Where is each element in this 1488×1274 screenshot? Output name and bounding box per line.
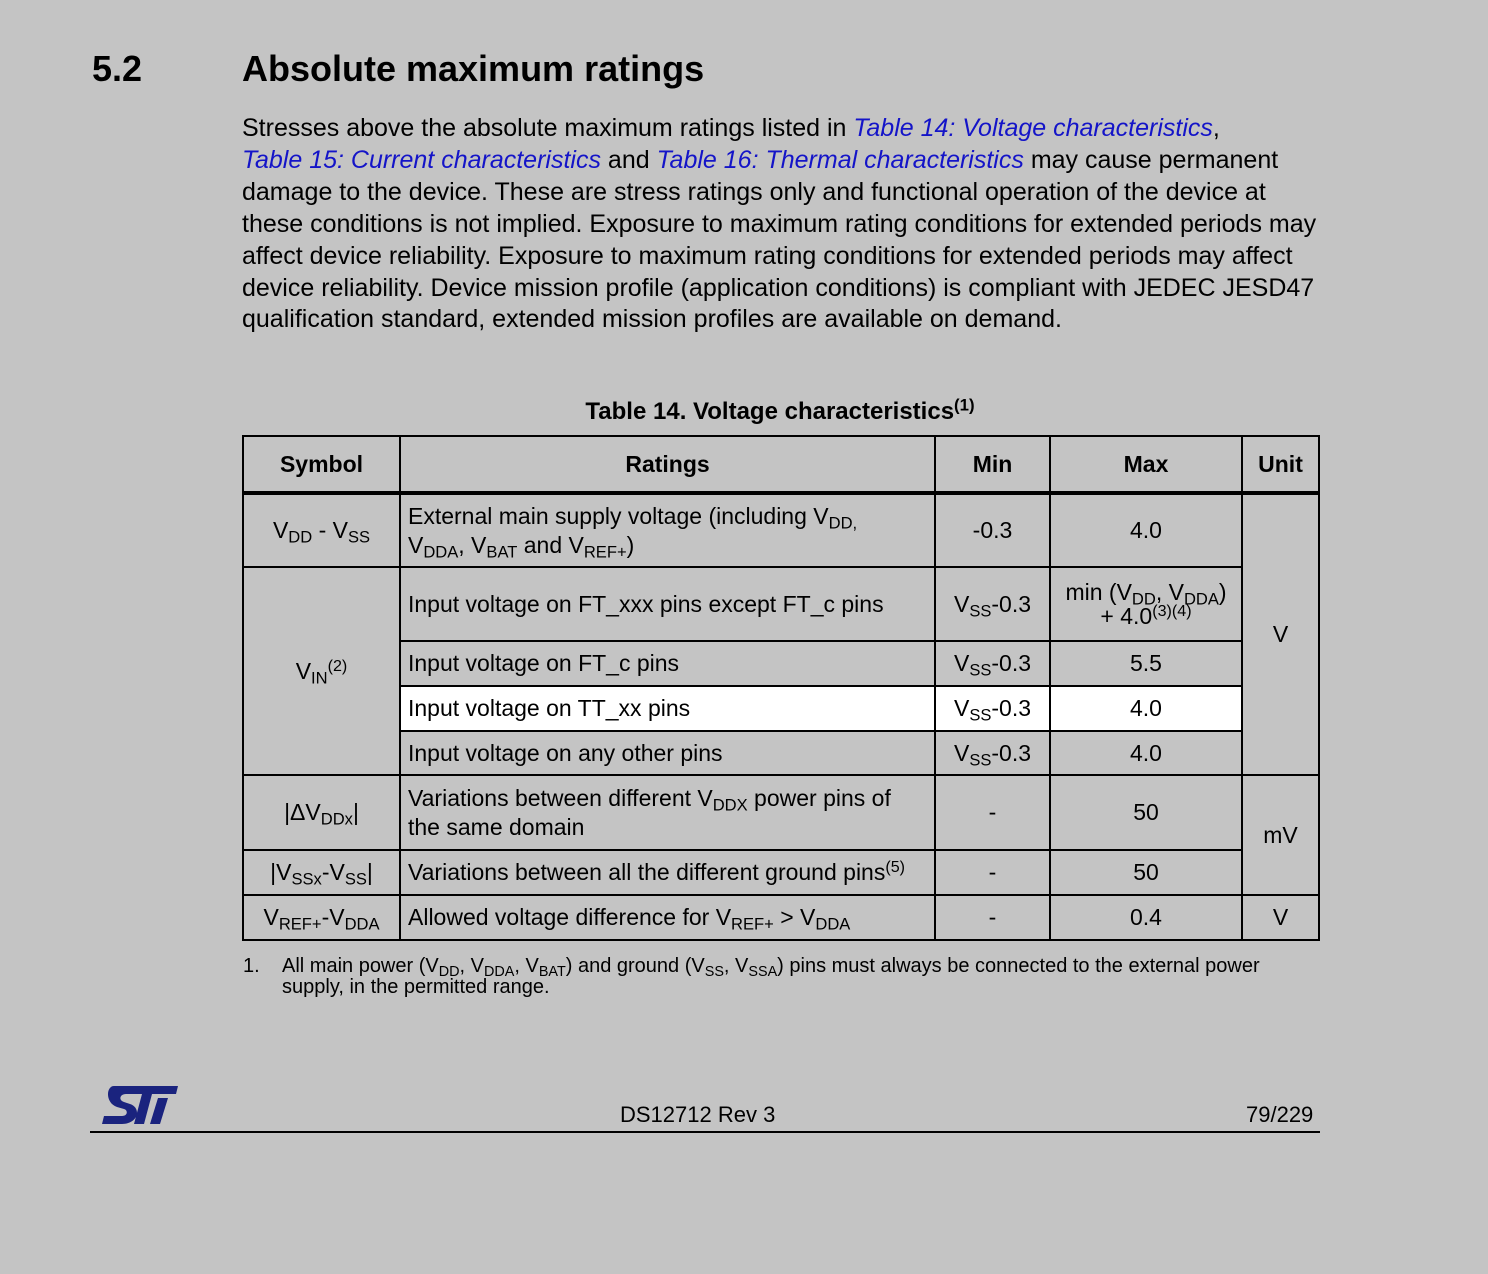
table-row bbox=[243, 493, 1319, 567]
min-cell: $V_{SS}-0.3$ bbox=[935, 567, 1050, 641]
intro-text-3: and bbox=[600, 145, 657, 174]
header-min: Min bbox=[935, 436, 1050, 493]
min-cell: $V_{SS}-0.3$ bbox=[935, 641, 1050, 686]
min-cell: $V_{SS}-0.3$ bbox=[935, 731, 1050, 775]
header-max: Max bbox=[1050, 436, 1242, 493]
rating-cell: External main supply voltage (including $V_{DD,}$ $V_{DDA}$, $V_{BAT}$ and $V_{REF+}$) bbox=[400, 493, 935, 567]
intro-text-2: , bbox=[1212, 114, 1220, 142]
table-row bbox=[243, 567, 1319, 641]
link-table-14[interactable]: Table 14: Voltage characteristics bbox=[853, 114, 1213, 142]
header-unit: Unit bbox=[1242, 436, 1319, 493]
footer-rule bbox=[90, 1131, 1320, 1133]
rating-cell: Variations between different $V_{DDX}$ power pins of the same domain bbox=[400, 775, 935, 850]
rating-cell: Input voltage on TT_xx pins bbox=[400, 686, 935, 731]
min-cell: - bbox=[935, 775, 1050, 850]
max-cell: $\min (V_{DD}$, $V_{DDA}$) + $4.0^{(3)(4)}$ bbox=[1050, 567, 1242, 641]
link-table-16[interactable]: Table 16: Thermal characteristics bbox=[656, 145, 1024, 174]
rating-cell: Allowed voltage difference for $V_{REF+} > V_{DDA}$ bbox=[400, 895, 935, 940]
symbol-vin: $V_{IN}^{(2)}$ bbox=[243, 567, 400, 775]
intro-paragraph bbox=[242, 113, 1327, 336]
table-caption-note: (1) bbox=[954, 395, 975, 415]
unit-cell: V bbox=[1242, 895, 1319, 940]
table-row-highlighted bbox=[243, 686, 1319, 731]
table-header-row bbox=[243, 436, 1319, 493]
table-caption bbox=[242, 395, 1318, 426]
table-row bbox=[243, 641, 1319, 686]
header-ratings: Ratings bbox=[400, 436, 935, 493]
min-cell: - bbox=[935, 850, 1050, 895]
intro-text-4: may cause permanent damage to the device. These are stress ratings only and functional operation of the device at these conditions is not implied. Exposure to maximum rating conditions for extended periods may affect device reliability. Exposure to maximum rating conditions for extended periods may affect device reliability. Device mission profile (application conditions) is compliant with JEDEC JESD47 qualification standard, extended mission profiles are available on demand. bbox=[242, 145, 1317, 334]
unit-mv-cell: mV bbox=[1242, 775, 1319, 895]
table-caption-text: Table 14. Voltage characteristics bbox=[585, 398, 955, 425]
rating-cell: Input voltage on any other pins bbox=[400, 731, 935, 775]
intro-text-1: Stresses above the absolute maximum ratings listed in bbox=[242, 114, 854, 142]
rating-cell: Input voltage on FT_c pins bbox=[400, 641, 935, 686]
header-symbol: Symbol bbox=[243, 436, 400, 493]
min-cell: $V_{SS}-0.3$ bbox=[935, 686, 1050, 731]
max-cell: 4.0 bbox=[1050, 731, 1242, 775]
max-cell: 4.0 bbox=[1050, 493, 1242, 567]
footnote-number: 1. bbox=[243, 955, 260, 977]
min-cell: -0.3 bbox=[935, 493, 1050, 567]
link-table-15[interactable]: Table 15: Current characteristics bbox=[242, 145, 601, 174]
table-row bbox=[243, 895, 1319, 940]
voltage-characteristics-table bbox=[242, 435, 1320, 941]
rating-cell: Variations between all the different ground pins$^{(5)}$ bbox=[400, 850, 935, 895]
max-cell: 4.0 bbox=[1050, 686, 1242, 731]
table-row bbox=[243, 775, 1319, 850]
max-cell: 0.4 bbox=[1050, 895, 1242, 940]
section-title: Absolute maximum ratings bbox=[242, 48, 705, 89]
symbol-vdd-vss: $V_{DD} - V_{SS}$ bbox=[243, 493, 400, 567]
max-cell: 50 bbox=[1050, 775, 1242, 850]
table-row bbox=[243, 731, 1319, 775]
symbol-delta-vddx: $|\Delta V_{DDx}|$ bbox=[243, 775, 400, 850]
symbol-vref-vdda: $V_{REF+}-V_{DDA}$ bbox=[243, 895, 400, 940]
st-logo bbox=[100, 1084, 180, 1126]
rating-cell: Input voltage on FT_xxx pins except FT_c pins bbox=[400, 567, 935, 641]
max-cell: 50 bbox=[1050, 850, 1242, 895]
symbol-vssx-vss: $|V_{SSx}-V_{SS}|$ bbox=[243, 850, 400, 895]
section-number: 5.2 bbox=[92, 48, 143, 89]
footnote-text: All main power ($V_{DD}$, $V_{DDA}$, $V_{BAT}$) and ground ($V_{SS}$, $V_{SSA}$) pins must always be connected to the external power supply, in the permitted range. bbox=[282, 955, 1260, 998]
unit-v-cell: V bbox=[1242, 493, 1319, 775]
table-row bbox=[243, 850, 1319, 895]
max-cell: 5.5 bbox=[1050, 641, 1242, 686]
min-cell: - bbox=[935, 895, 1050, 940]
footer-page-number: 79/229 bbox=[1246, 1102, 1314, 1127]
footer-doc-id: DS12712 Rev 3 bbox=[620, 1102, 776, 1127]
